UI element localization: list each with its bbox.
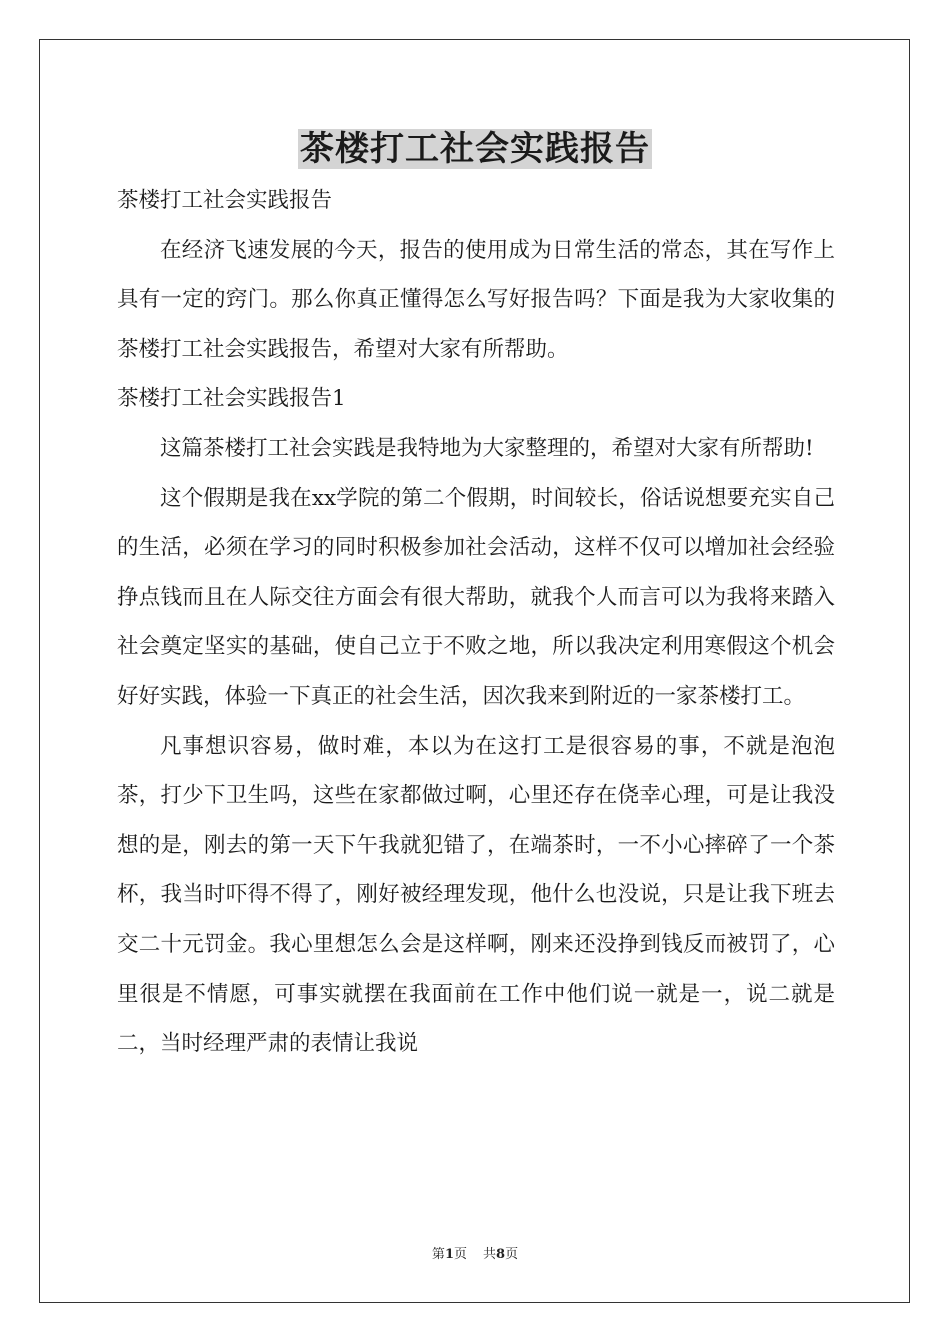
document-body [117, 176, 835, 1069]
document-title [0, 126, 950, 172]
section-heading: 茶楼打工社会实践报告1 [117, 386, 346, 412]
page-number: 1 [444, 1247, 454, 1262]
body-paragraph-1: 这篇茶楼打工社会实践是我特地为大家整理的，希望对大家有所帮助! [160, 435, 814, 461]
page-footer [0, 1246, 950, 1264]
total-pages: 8 [496, 1247, 506, 1262]
document-subtitle: 茶楼打工社会实践报告 [117, 188, 333, 213]
page-prefix: 第 [431, 1247, 445, 1262]
page-suffix: 页 [453, 1247, 467, 1262]
total-prefix: 共 [483, 1247, 497, 1262]
total-suffix: 页 [505, 1247, 519, 1262]
document-title-text: 茶楼打工社会实践报告 [300, 129, 650, 169]
body-paragraph-3: 凡事想识容易，做时难，本以为在这打工是很容易的事，不就是泡泡茶，打少下卫生吗，这些在家都做过啊，心里还存在侥幸心理，可是让我没想的是，刚去的第一天下午我就犯错了，在端茶时，一不小心摔碎了一个茶杯，我当时吓得不得了，刚好被经理发现，他什么也没说，只是让我下班去交二十元罚金。我心里想怎么会是这样啊，刚来还没挣到钱反而被罚了，心里很是不情愿，可事实就摆在我面前在工作中他们说一就是一，说二就是二，当时经理严肃的表情让我说 [117, 733, 835, 1057]
intro-paragraph: 在经济飞速发展的今天，报告的使用成为日常生活的常态，其在写作上具有一定的窍门。那么你真正懂得怎么写好报告吗？下面是我为大家收集的茶楼打工社会实践报告，希望对大家有所帮助。 [117, 237, 835, 362]
body-paragraph-2: 这个假期是我在xx学院的第二个假期，时间较长，俗话说想要充实自己的生活，必须在学习的同时积极参加社会活动，这样不仅可以增加社会经验挣点钱而且在人际交往方面会有很大帮助，就我个人而言可以为我将来踏入社会奠定坚实的基础，使自己立于不败之地，所以我决定利用寒假这个机会好好实践，体验一下真正的社会生活，因次我来到附近的一家茶楼打工。 [117, 485, 835, 709]
